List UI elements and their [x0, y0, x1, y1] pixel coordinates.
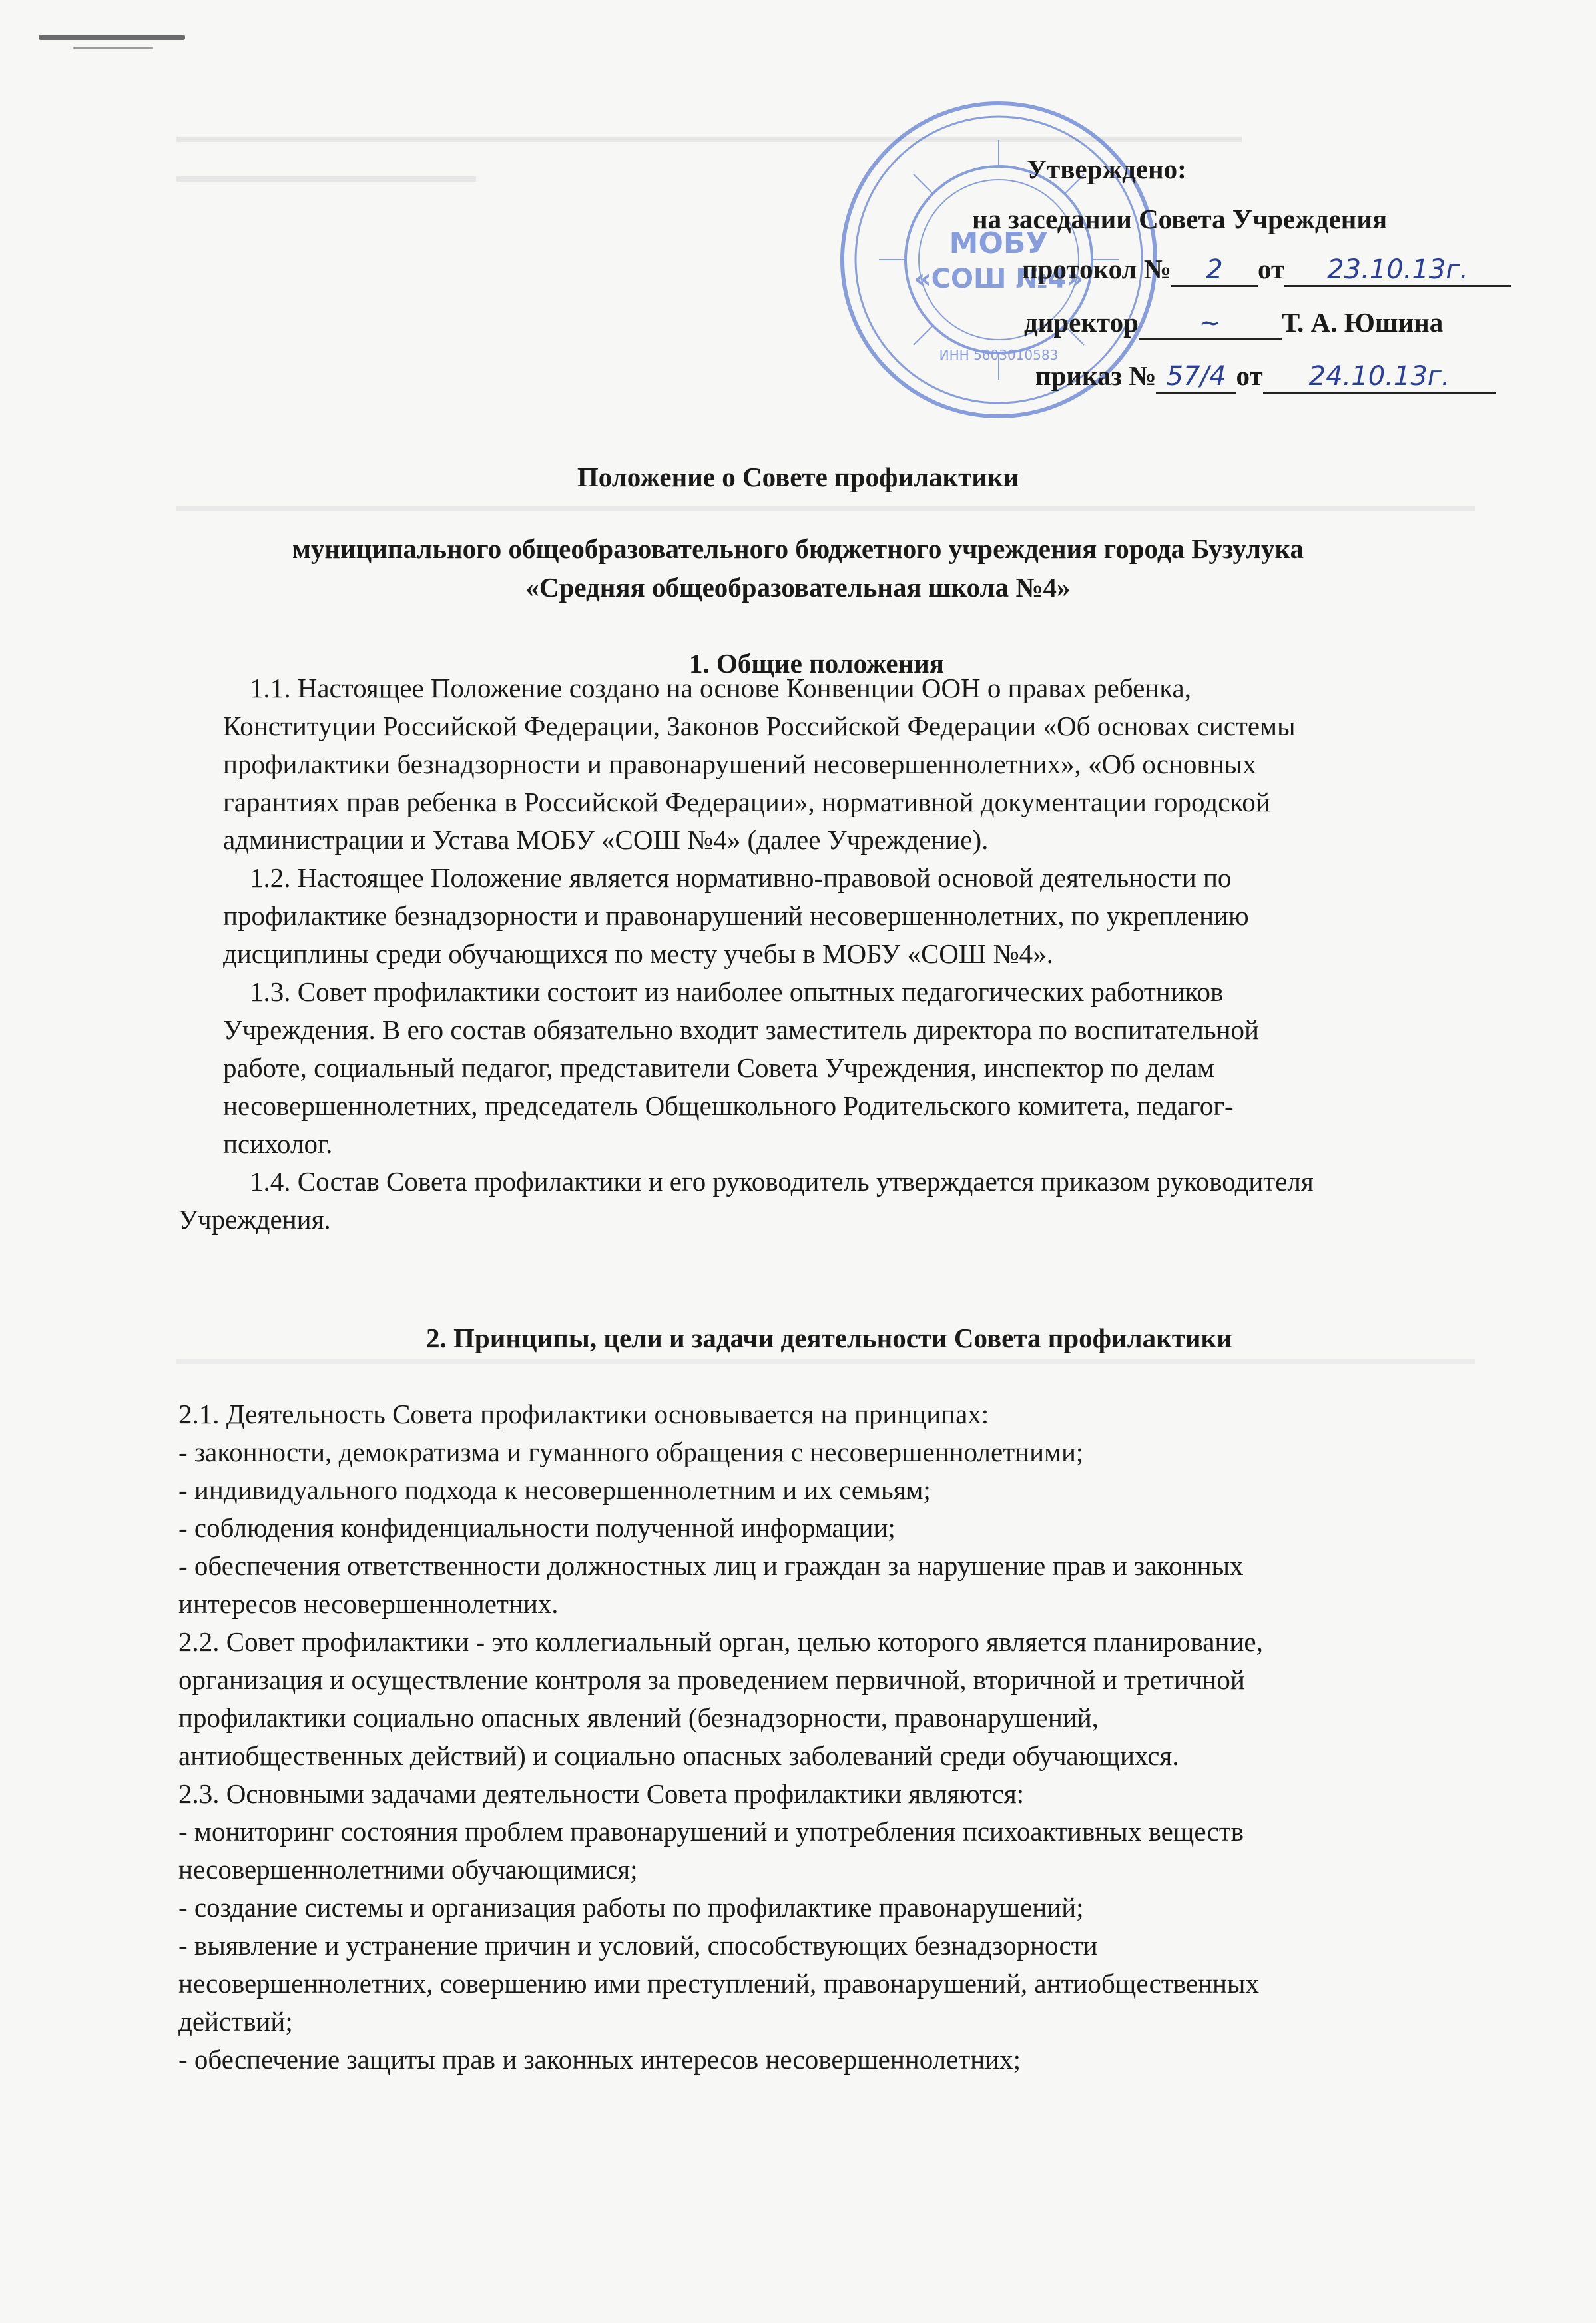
paragraph-line: работе, социальный педагог, представители Совета Учреждения, инспектор по делам [223, 1052, 1215, 1083]
paragraph-line: психолог. [223, 1128, 333, 1159]
director-label: директор [1024, 307, 1139, 338]
paragraph-line: действий; [178, 2006, 293, 2037]
seal-text: МОБУ [949, 226, 1049, 260]
paragraph-line: 1.2. Настоящее Положение является нормативно-правовой основой деятельности по [250, 862, 1232, 893]
paragraph-line: гарантиях прав ребенка в Российской Федерации», нормативной документации городской [223, 787, 1270, 817]
approval-heading: Утверждено: [1027, 154, 1187, 184]
order-label: приказ № [1035, 360, 1157, 391]
bleed-through-text [176, 170, 476, 187]
director-name: Т. А. Юшина [1281, 307, 1444, 338]
order-number: 57/4 [1156, 361, 1236, 394]
paragraph-line: несовершеннолетних, председатель Общешкольного Родительского комитета, педагог- [223, 1090, 1234, 1121]
seal-text: «СОШ №4» [914, 264, 1084, 294]
paragraph-line: - законности, демократизма и гуманного обращения с несовершеннолетними; [178, 1437, 1084, 1467]
protocol-number: 2 [1171, 254, 1258, 287]
approval-order [1035, 360, 1496, 394]
section-heading: 2. Принципы, цели и задачи деятельности Совета профилактики [426, 1323, 1232, 1353]
paragraph-line: 2.1. Деятельность Совета профилактики основывается на принципах: [178, 1399, 989, 1429]
seal-text: ИНН 5603010583 [939, 347, 1059, 363]
paragraph-line: 2.3. Основными задачами деятельности Совета профилактики являются: [178, 1778, 1025, 1809]
section-heading: 1. Общие положения [689, 648, 944, 679]
paragraph-line: - обеспечения ответственности должностных лиц и граждан за нарушение прав и законных [178, 1550, 1244, 1581]
document-subtitle: муниципального общеобразовательного бюджетного учреждения города Бузулука [292, 533, 1304, 564]
paragraph-line: 1.3. Совет профилактики состоит из наиболее опытных педагогических работников [250, 976, 1224, 1007]
director-signature: ~ [1139, 308, 1282, 340]
paragraph-line: Конституции Российской Федерации, Законов Российской Федерации «Об основах системы [223, 711, 1296, 741]
protocol-label: протокол № [1022, 254, 1171, 284]
paragraph-line: Учреждения. [178, 1204, 331, 1235]
approval-council: на заседании Совета Учреждения [972, 204, 1388, 234]
paragraph-line: - индивидуального подхода к несовершеннолетним и их семьям; [178, 1475, 931, 1505]
bleed-through-text [176, 499, 1475, 517]
order-date: 24.10.13г. [1263, 361, 1496, 394]
paragraph-line: несовершеннолетних, совершению ими преступлений, правонарушений, антиобщественных [178, 1968, 1259, 1999]
from-label: от [1236, 360, 1263, 391]
paragraph-line: профилактики социально опасных явлений (безнадзорности, правонарушений, [178, 1702, 1099, 1733]
paragraph-line: несовершеннолетними обучающимися; [178, 1854, 638, 1885]
approval-director [1024, 306, 1443, 340]
scan-artifact [39, 35, 185, 40]
paragraph-line: - создание системы и организация работы по профилактике правонарушений; [178, 1892, 1084, 1923]
paragraph-line: - выявление и устранение причин и условий, способствующих безнадзорности [178, 1930, 1098, 1961]
paragraph-line: администрации и Устава МОБУ «СОШ №4» (далее Учреждение). [223, 825, 989, 855]
paragraph-line: - обеспечение защиты прав и законных интересов несовершеннолетних; [178, 2044, 1021, 2075]
protocol-date: 23.10.13г. [1284, 254, 1511, 287]
paragraph-line: организация и осуществление контроля за проведением первичной, вторичной и третичной [178, 1664, 1245, 1695]
paragraph-line: профилактики безнадзорности и правонарушений несовершеннолетних», «Об основных [223, 749, 1256, 779]
paragraph-line: 1.4. Состав Совета профилактики и его руководитель утверждается приказом руководителя [250, 1166, 1314, 1197]
paragraph-line: 2.2. Совет профилактики - это коллегиальный орган, целью которого является планирование, [178, 1626, 1263, 1657]
paragraph-line: профилактике безнадзорности и правонарушений несовершеннолетних, по укреплению [223, 900, 1249, 931]
paragraph-line: - соблюдения конфиденциальности полученной информации; [178, 1512, 896, 1543]
paragraph-line: - мониторинг состояния проблем правонарушений и употребления психоактивных веществ [178, 1816, 1244, 1847]
document-subtitle: «Средняя общеобразовательная школа №4» [525, 572, 1071, 603]
bleed-through-text [176, 1352, 1475, 1369]
paragraph-line: 1.1. Настоящее Положение создано на основе Конвенции ООН о правах ребенка, [250, 673, 1191, 703]
approval-protocol [1022, 253, 1511, 287]
document-title: Положение о Совете профилактики [577, 462, 1019, 492]
paragraph-line: интересов несовершеннолетних. [178, 1588, 559, 1619]
scan-artifact [73, 47, 153, 49]
paragraph-line: дисциплины среди обучающихся по месту учебы в МОБУ «СОШ №4». [223, 938, 1053, 969]
paragraph-line: Учреждения. В его состав обязательно входит заместитель директора по воспитательной [223, 1014, 1259, 1045]
from-label: от [1257, 254, 1285, 284]
paragraph-line: антиобщественных действий) и социально опасных заболеваний среди обучающихся. [178, 1740, 1179, 1771]
